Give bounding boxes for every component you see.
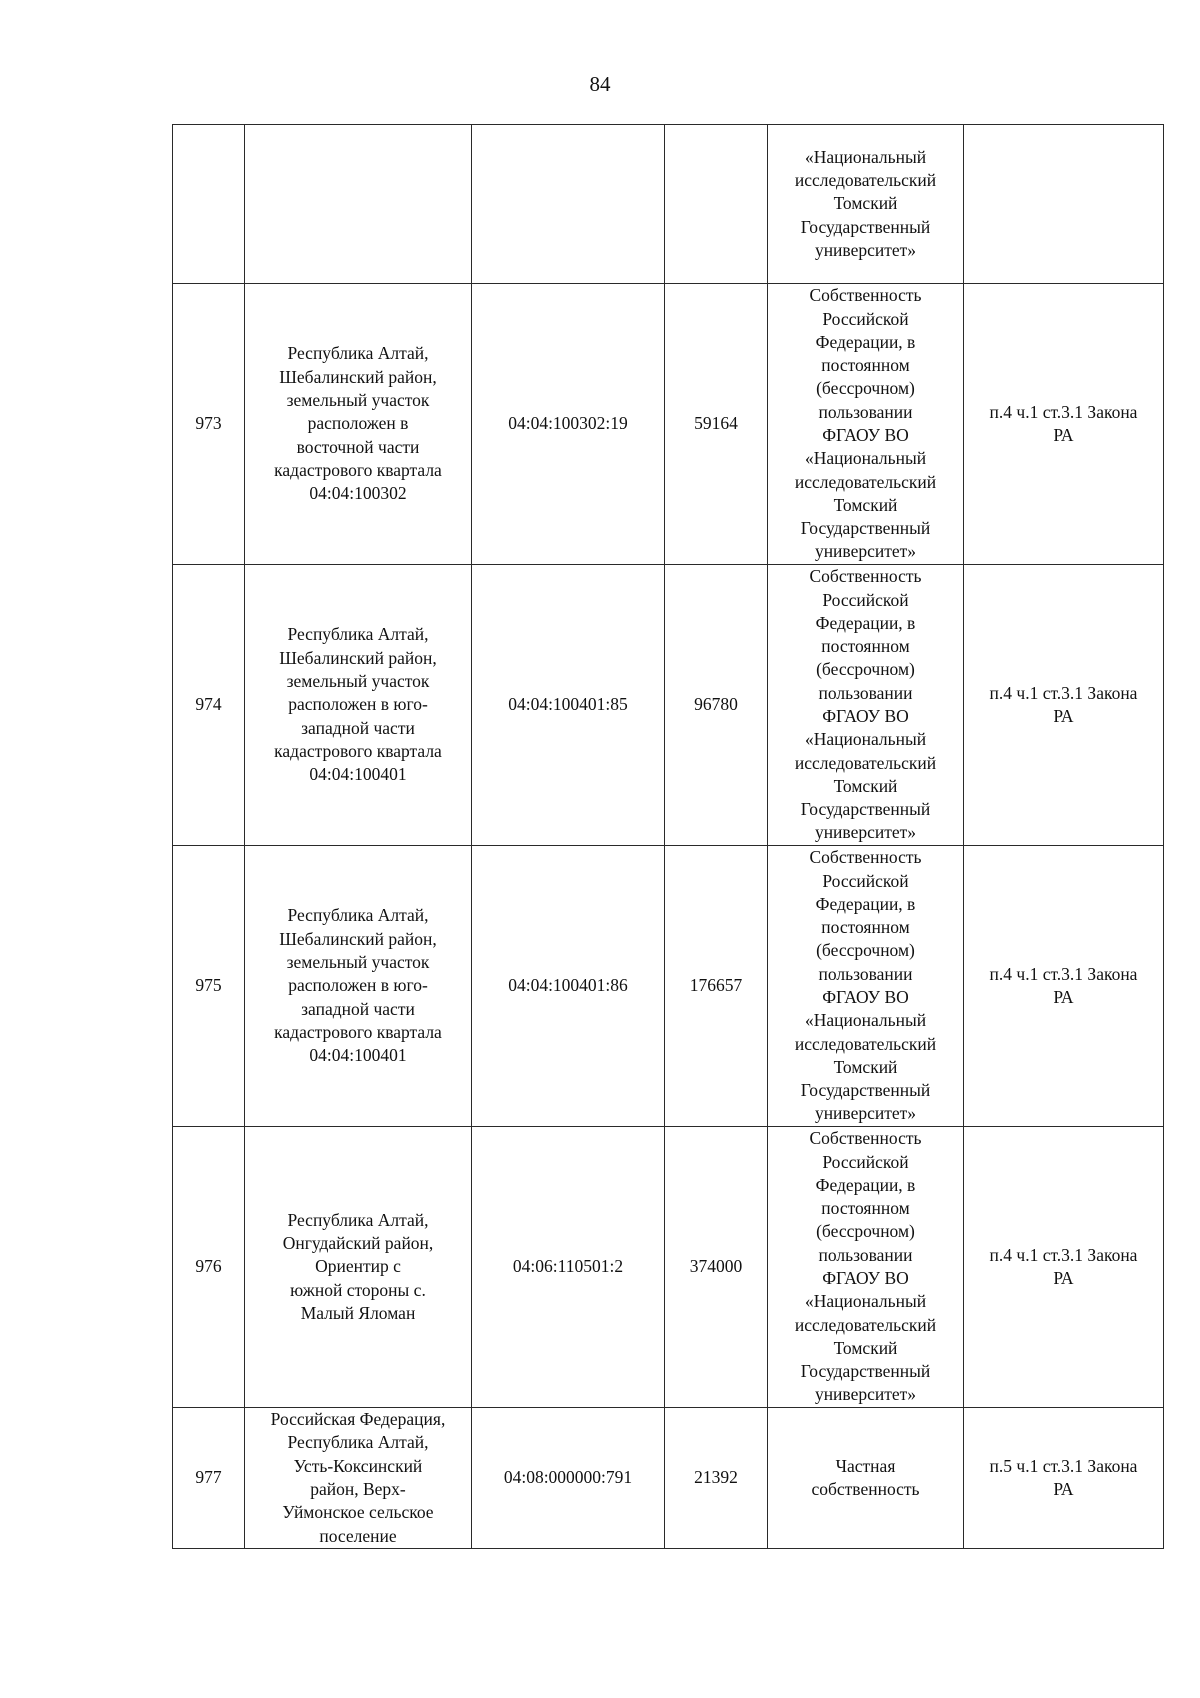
cell-area: 21392	[665, 1408, 768, 1549]
cell-text-line: пользовании	[818, 1244, 913, 1265]
cell-text-line: Российской	[822, 589, 909, 610]
cell-right-holder	[768, 846, 964, 1127]
cell-legal-basis	[964, 565, 1164, 846]
table-row	[173, 1408, 1164, 1549]
cell-text-line: исследовательский	[794, 1033, 937, 1054]
cell-number: 976	[173, 1127, 245, 1408]
cell-address	[245, 125, 472, 284]
cell-text-line: п.4 ч.1 ст.3.1 Закона	[989, 401, 1138, 422]
cell-text-line: Томский	[833, 775, 898, 796]
cell-number: 977	[173, 1408, 245, 1549]
cell-address	[245, 1127, 472, 1408]
cell-right-holder	[768, 1127, 964, 1408]
cell-text-line: Государственный	[800, 1361, 931, 1382]
cell-text-line: ФГАОУ ВО	[822, 706, 909, 726]
cell-text-line: ФГАОУ ВО	[822, 987, 909, 1007]
cell-text-line: (бессрочном)	[816, 378, 915, 399]
cell-text-line: п.5 ч.1 ст.3.1 Закона	[989, 1455, 1138, 1476]
table-row	[173, 284, 1164, 565]
cell-text-line: Собственность	[809, 1128, 922, 1149]
cell-text-line: Российской	[822, 1151, 909, 1172]
cell-text-line: кадастрового квартала	[274, 740, 442, 761]
cell-cadastral-number: 04:08:000000:791	[472, 1408, 665, 1549]
cell-text-line: Шебалинский район,	[279, 928, 437, 949]
cell-text-line: южной стороны с.	[290, 1279, 426, 1300]
cell-area: 374000	[665, 1127, 768, 1408]
cell-number: 974	[173, 565, 245, 846]
cell-legal-basis	[964, 846, 1164, 1127]
cell-text-line: «Национальный	[804, 729, 927, 750]
cell-text-line: исследовательский	[794, 471, 937, 492]
cell-address	[245, 284, 472, 565]
cell-text-line: Российской	[822, 308, 909, 329]
cell-text-line: район, Верх-	[310, 1479, 406, 1499]
cell-text-line: кадастрового квартала	[274, 459, 442, 480]
cell-right-holder	[768, 565, 964, 846]
cell-text-line: постоянном	[821, 355, 910, 376]
cell-text-line: РА	[1053, 987, 1074, 1007]
cell-area: 59164	[665, 284, 768, 565]
cell-text-line: университет»	[814, 239, 917, 260]
cell-text-line: «Национальный	[804, 448, 927, 469]
cell-text-line: кадастрового квартала	[274, 1021, 442, 1042]
cell-text-line: Томский	[833, 1337, 898, 1358]
cell-text-line: пользовании	[818, 963, 913, 984]
table-row	[173, 1127, 1164, 1408]
cell-text-line: университет»	[814, 541, 917, 562]
cell-text-line: Ориентир с	[315, 1256, 401, 1277]
cell-legal-basis	[964, 1408, 1164, 1549]
cell-area: 176657	[665, 846, 768, 1127]
cell-number: 973	[173, 284, 245, 565]
cell-text-line: п.4 ч.1 ст.3.1 Закона	[989, 963, 1138, 984]
cell-text-line: Онгудайский район,	[282, 1233, 434, 1254]
cell-text-line: пользовании	[818, 682, 913, 703]
cell-text-line: университет»	[814, 1103, 917, 1124]
cell-text-line: исследовательский	[794, 170, 937, 191]
cell-text-line: «Национальный	[804, 1010, 927, 1031]
cell-area	[665, 125, 768, 284]
cell-area: 96780	[665, 565, 768, 846]
cell-text-line: Частная	[835, 1455, 896, 1476]
cell-text-line: Усть-Коксинский	[293, 1455, 423, 1476]
table-row	[173, 565, 1164, 846]
cell-text-line: западной части	[301, 717, 415, 738]
cell-cadastral-number: 04:04:100401:85	[472, 565, 665, 846]
cell-text-line: Шебалинский район,	[279, 647, 437, 668]
cell-text-line: Малый Яломан	[300, 1302, 416, 1323]
cell-text-line: Собственность	[809, 847, 922, 868]
cell-text-line: п.4 ч.1 ст.3.1 Закона	[989, 682, 1138, 703]
cell-text-line: Томский	[833, 1056, 898, 1077]
cell-text-line: Республика Алтай,	[287, 1432, 429, 1453]
cell-text-line: земельный участок	[286, 390, 430, 411]
cell-text-line: Уймонское сельское	[282, 1502, 434, 1523]
cell-cadastral-number: 04:04:100401:86	[472, 846, 665, 1127]
cell-text-line: (бессрочном)	[816, 940, 915, 961]
cell-text-line: Государственный	[800, 1080, 931, 1101]
cell-text-line: Государственный	[800, 518, 931, 539]
cell-text-line: Российская Федерация,	[270, 1409, 446, 1430]
cell-text-line: университет»	[814, 822, 917, 843]
cell-text-line: 04:04:100401	[309, 1045, 407, 1066]
table-row	[173, 846, 1164, 1127]
cell-text-line: РА	[1053, 706, 1074, 726]
cell-text-line: Российской	[822, 870, 909, 891]
cell-text-line: Государственный	[800, 799, 931, 820]
cell-text-line: 04:04:100401	[309, 764, 407, 785]
cell-right-holder	[768, 284, 964, 565]
cell-legal-basis	[964, 284, 1164, 565]
cell-text-line: собственность	[811, 1479, 920, 1499]
cell-text-line: земельный участок	[286, 671, 430, 692]
cell-text-line: ФГАОУ ВО	[822, 425, 909, 445]
cell-text-line: «Национальный	[804, 1291, 927, 1312]
cell-text-line: Государственный	[800, 216, 931, 237]
cell-text-line: Республика Алтай,	[287, 624, 429, 645]
cell-number	[173, 125, 245, 284]
cell-text-line: п.4 ч.1 ст.3.1 Закона	[989, 1244, 1138, 1265]
cell-right-holder	[768, 125, 964, 284]
cell-text-line: Федерации, в	[815, 1174, 916, 1195]
cell-text-line: Федерации, в	[815, 331, 916, 352]
cell-text-line: исследовательский	[794, 1314, 937, 1335]
cell-text-line: земельный участок	[286, 952, 430, 973]
cell-text-line: Республика Алтай,	[287, 343, 429, 364]
cell-text-line: исследовательский	[794, 752, 937, 773]
cell-text-line: Томский	[833, 193, 898, 214]
cell-cadastral-number: 04:04:100302:19	[472, 284, 665, 565]
cell-text-line: (бессрочном)	[816, 1221, 915, 1242]
cell-address	[245, 1408, 472, 1549]
land-plots-table	[172, 124, 1164, 1549]
table-row-continuation	[173, 125, 1164, 284]
cell-text-line: Федерации, в	[815, 612, 916, 633]
cell-text-line: западной части	[301, 998, 415, 1019]
cell-text-line: постоянном	[821, 636, 910, 657]
cell-text-line: постоянном	[821, 917, 910, 938]
cell-text-line: (бессрочном)	[816, 659, 915, 680]
cell-text-line: Томский	[833, 494, 898, 515]
cell-text-line: пользовании	[818, 401, 913, 422]
cell-legal-basis	[964, 125, 1164, 284]
cell-text-line: «Национальный	[804, 146, 927, 167]
cell-text-line: Шебалинский район,	[279, 366, 437, 387]
cell-number: 975	[173, 846, 245, 1127]
cell-text-line: РА	[1053, 425, 1074, 445]
cell-legal-basis	[964, 1127, 1164, 1408]
cell-text-line: Собственность	[809, 566, 922, 587]
cell-text-line: Федерации, в	[815, 893, 916, 914]
cell-text-line: расположен в	[307, 413, 409, 434]
cell-text-line: Республика Алтай,	[287, 905, 429, 926]
cell-text-line: восточной части	[296, 436, 420, 457]
cell-text-line: РА	[1053, 1268, 1074, 1288]
cell-text-line: поселение	[319, 1525, 397, 1546]
cell-text-line: РА	[1053, 1479, 1074, 1499]
cell-cadastral-number	[472, 125, 665, 284]
cell-text-line: ФГАОУ ВО	[822, 1268, 909, 1288]
cell-right-holder	[768, 1408, 964, 1549]
cell-text-line: постоянном	[821, 1198, 910, 1219]
cell-text-line: университет»	[814, 1384, 917, 1405]
cell-text-line: Собственность	[809, 285, 922, 306]
table-body	[173, 125, 1164, 1549]
cell-text-line: Республика Алтай,	[287, 1209, 429, 1230]
cell-address	[245, 846, 472, 1127]
cell-text-line: расположен в юго-	[288, 694, 428, 715]
cell-address	[245, 565, 472, 846]
cell-text-line: расположен в юго-	[288, 975, 428, 996]
cell-cadastral-number: 04:06:110501:2	[472, 1127, 665, 1408]
cell-text-line: 04:04:100302	[309, 483, 407, 504]
page-number: 84	[589, 72, 611, 96]
